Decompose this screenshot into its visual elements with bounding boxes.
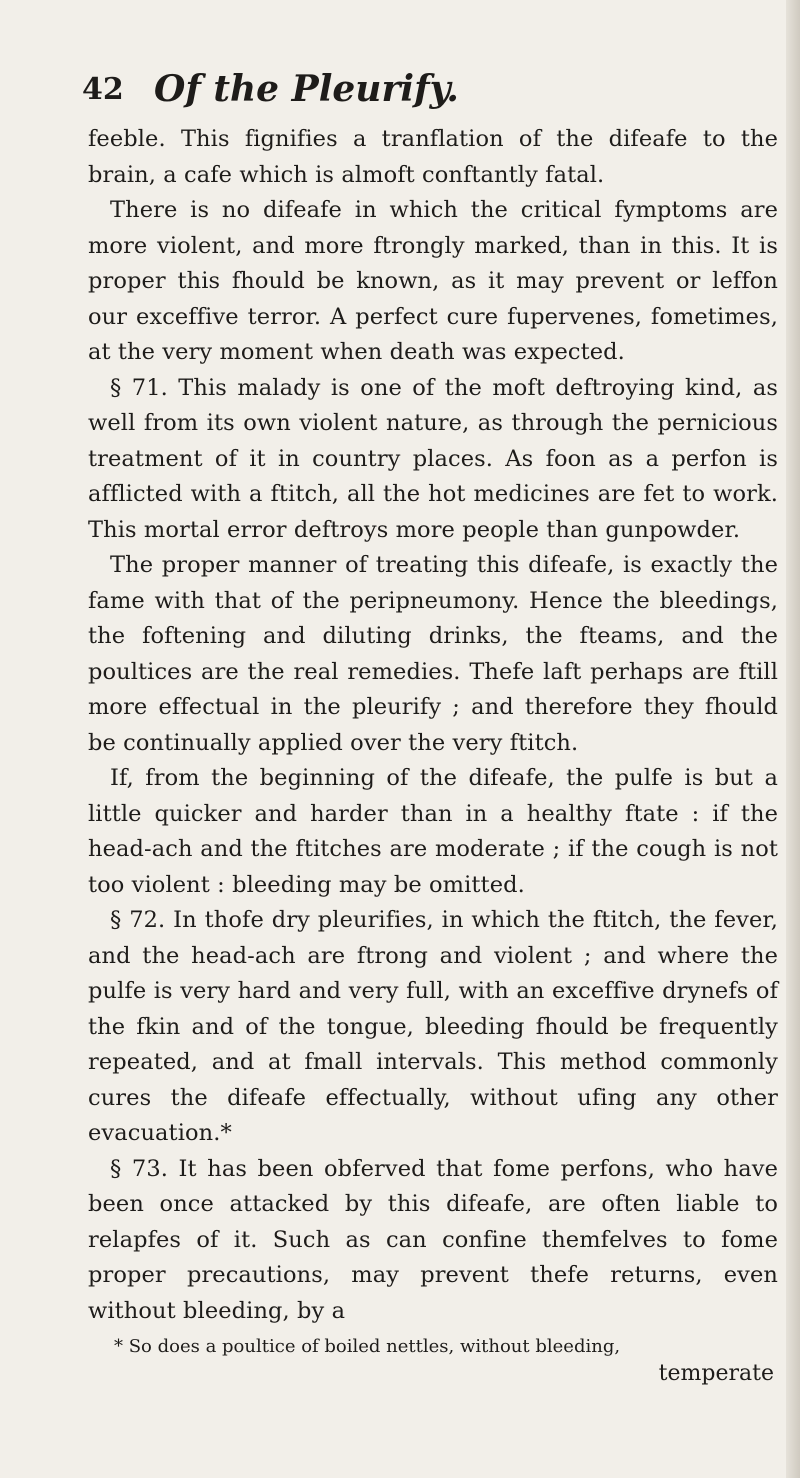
running-title: Of the Pleurify. xyxy=(154,68,459,110)
paragraph: § 72. In thofe dry pleurifies, in which the ftitch, the fever, and the head-ach are ftrong and violent ; and where the pulfe is very hard and very full, with an exceffive drynefs of the fkin and of the tongue, bleeding fhould be frequently repeated, and at fmall intervals. This method commonly cures the difeafe effectually, without ufing any other evacuation.* xyxy=(88,907,778,1146)
paragraph: § 73. It has been obferved that fome perfons, who have been once attacked by this difeafe, are often liable to relapfes of it. Such as can confine themfelves to fome proper precautions, may prevent thefe returns, even without bleeding, by a xyxy=(88,1155,778,1324)
footnote: * So does a poultice of boiled nettles, without bleeding, xyxy=(114,1336,621,1357)
catchword: temperate xyxy=(658,1361,774,1386)
book-page xyxy=(82,62,778,1389)
paragraph: The proper manner of treating this difeafe, is exactly the fame with that of the peripneumony. Hence the bleedings, the foftening and diluting drinks, the fteams, and the poultices are the real remedies. Thefe laft perhaps are ftill more effectual in the pleurify ; and therefore they fhould be continually applied over the very ftitch. xyxy=(88,552,778,756)
paragraph: § 71. This malady is one of the moft deftroying kind, as well from its own violent nature, as through the pernicious treatment of it in country places. As foon as a perfon is afflicted with a ftitch, all the hot medicines are fet to work. This mortal error deftroys more people than gunpowder. xyxy=(88,374,778,543)
body-text xyxy=(88,122,778,1329)
page-edge xyxy=(786,0,800,1478)
page-header xyxy=(82,62,778,122)
paragraph: There is no difeafe in which the critical fymptoms are more violent, and more ftrongly marked, than in this. It is proper this fhould be known, as it may prevent or leffon our exceffive terror. A perfect cure fupervenes, fometimes, at the very moment when death was expected. xyxy=(88,197,778,365)
page-number: 42 xyxy=(82,72,124,107)
paragraph: feeble. This fignifies a tranflation of the difeafe to the brain, a cafe which is almoft conftantly fatal. xyxy=(88,126,778,188)
paragraph: If, from the beginning of the difeafe, the pulfe is but a little quicker and harder than in a healthy ftate : if the head-ach and the ftitches are moderate ; if the cough is not too violent : bleeding may be omitted. xyxy=(88,765,778,898)
